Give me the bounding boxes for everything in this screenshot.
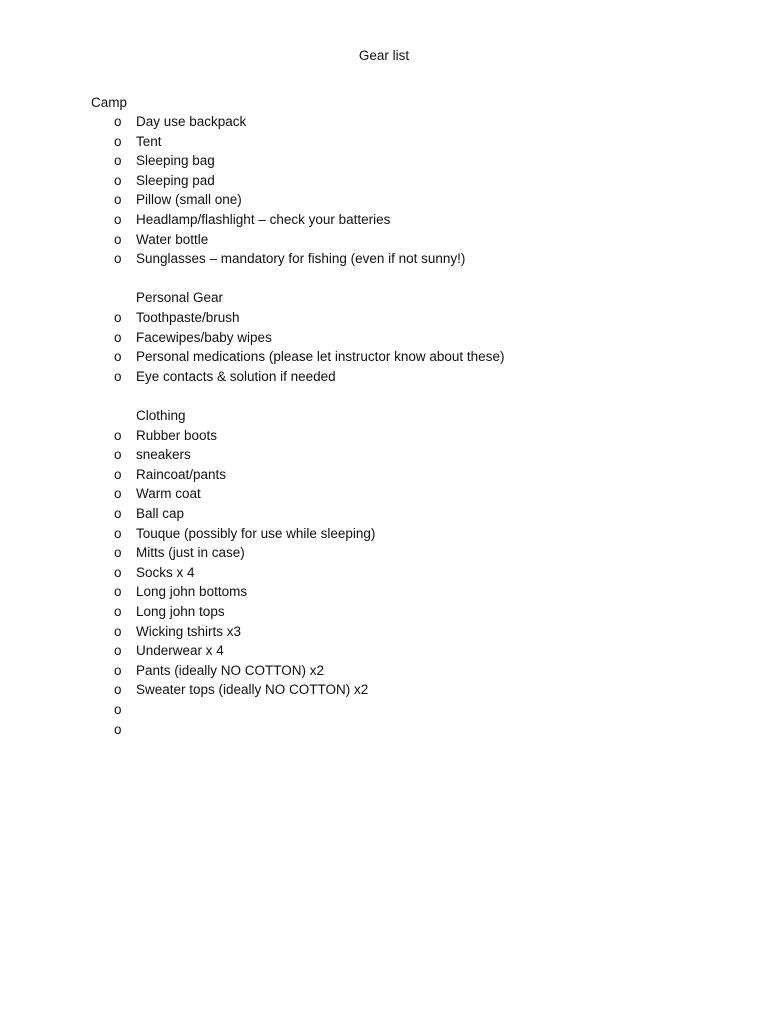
bullet-icon: o <box>114 447 122 463</box>
list-item <box>0 563 768 583</box>
list-item-text: Wicking tshirts x3 <box>136 623 242 639</box>
bullet-icon: o <box>114 506 122 521</box>
list-item <box>0 171 768 191</box>
bullet-icon: o <box>114 623 122 639</box>
list-item <box>0 602 768 622</box>
list-item <box>0 582 768 602</box>
bullet-icon: o <box>114 329 122 345</box>
bullet-icon: o <box>114 584 122 600</box>
bullet-icon: o <box>114 604 122 619</box>
bullet-icon: o <box>114 466 122 482</box>
list-item <box>0 190 768 210</box>
list-item-text: Day use backpack <box>136 114 247 129</box>
bullet-icon: o <box>114 662 122 678</box>
section-heading: Personal Gear <box>136 290 224 306</box>
bullet-icon: o <box>114 682 122 698</box>
list-item-text: Tent <box>136 133 162 149</box>
list-item-text: Long john tops <box>136 604 225 619</box>
list-item <box>0 112 768 132</box>
list-item <box>0 230 768 250</box>
bullet-icon: o <box>114 525 122 541</box>
list-item-text: Socks x 4 <box>136 564 195 580</box>
list-item <box>0 641 768 661</box>
list-item-text: sneakers <box>136 447 191 463</box>
bullet-icon: o <box>114 643 122 659</box>
list-item <box>0 445 768 465</box>
list-item-text: Sunglasses – mandatory for fishing (even if not sunny!) <box>136 251 466 267</box>
bullet-icon: o <box>114 702 122 717</box>
bullet-icon: o <box>114 212 122 227</box>
list-item-text: Pillow (small one) <box>136 192 242 208</box>
list-item-text: Facewipes/baby wipes <box>136 329 272 345</box>
bullet-icon: o <box>114 349 122 365</box>
list-item <box>0 524 768 544</box>
list-item <box>0 504 768 524</box>
bullet-icon: o <box>114 251 122 267</box>
bullet-icon: o <box>114 153 122 169</box>
section-heading-row <box>0 288 768 308</box>
list-item-text: Sweater tops (ideally NO COTTON) x2 <box>136 682 369 698</box>
list-item-text: Raincoat/pants <box>136 466 227 482</box>
list-item-text: Eye contacts & solution if needed <box>136 368 336 384</box>
list-item <box>0 543 768 563</box>
list-item-text: Long john bottoms <box>136 584 248 600</box>
list-item-text: Sleeping pad <box>136 172 215 188</box>
section-heading-camp: Camp <box>91 95 128 110</box>
list-item <box>0 661 768 681</box>
list-item <box>0 132 768 152</box>
bullet-icon: o <box>114 427 122 443</box>
list-item-text: Rubber boots <box>136 427 218 443</box>
bullet-icon: o <box>114 192 122 208</box>
list-item <box>0 680 768 700</box>
list-item-text: Toothpaste/brush <box>136 310 240 325</box>
list-item-text: Ball cap <box>136 506 185 521</box>
bullet-icon: o <box>114 310 122 325</box>
bullet-icon: o <box>114 172 122 188</box>
list-item <box>0 465 768 485</box>
document-title: Gear list <box>358 48 410 63</box>
bullet-icon: o <box>114 486 122 502</box>
list-item <box>0 347 768 367</box>
bullet-icon: o <box>114 368 122 384</box>
list-item <box>0 249 768 269</box>
list-item-text: Sleeping bag <box>136 153 215 169</box>
bullet-icon: o <box>114 564 122 580</box>
list-item <box>0 622 768 642</box>
list-item-text: Mitts (just in case) <box>136 545 245 561</box>
list-item-text: Warm coat <box>136 486 201 502</box>
list-item <box>0 700 768 720</box>
list-item-text: Headlamp/flashlight – check your batteries <box>136 212 391 227</box>
bullet-icon: o <box>114 721 122 737</box>
list-item <box>0 308 768 328</box>
section-heading-row <box>0 406 768 426</box>
list-item <box>0 426 768 446</box>
list-item <box>0 151 768 171</box>
bullet-icon: o <box>114 114 122 129</box>
bullet-icon: o <box>114 231 122 247</box>
list-item <box>0 210 768 230</box>
list-item <box>0 328 768 348</box>
list-item-text: Pants (ideally NO COTTON) x2 <box>136 662 325 678</box>
list-item-text: Personal medications (please let instructor know about these) <box>136 349 505 365</box>
list-item <box>0 367 768 387</box>
section-heading: Clothing <box>136 408 186 423</box>
list-item-text: Touque (possibly for use while sleeping) <box>136 525 376 541</box>
list-item-text: Water bottle <box>136 231 209 247</box>
bullet-icon: o <box>114 133 122 149</box>
bullet-icon: o <box>114 545 122 561</box>
list-item <box>0 484 768 504</box>
list-item-text: Underwear x 4 <box>136 643 224 659</box>
list-item <box>0 720 768 740</box>
